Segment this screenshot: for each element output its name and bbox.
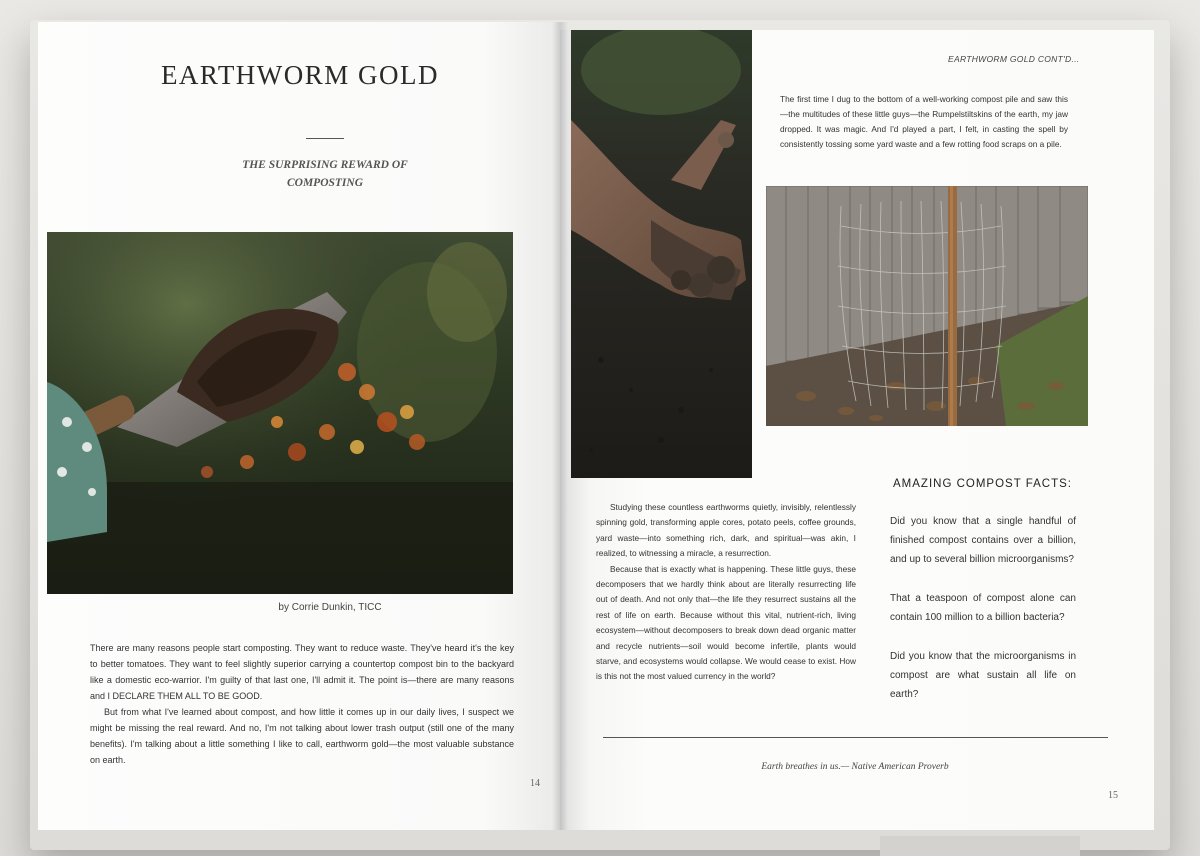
page-gutter — [552, 22, 568, 830]
shovel-compost-photo — [47, 232, 513, 594]
continued-header: EARTHWORM GOLD CONT'D... — [948, 54, 1080, 64]
footer-quote: Earth breathes in us.— Native American Proverb — [761, 762, 949, 772]
facts-list — [890, 512, 1076, 724]
compost-bin-photo — [766, 186, 1088, 426]
byline: by Corrie Dunkin, TICC — [278, 602, 382, 613]
fact-item: That a teaspoon of compost alone can contain 100 million to a billion bacteria? — [890, 593, 1076, 623]
paragraph: Studying these countless earthworms quietly, invisibly, relentlessly spinning gold, transforming apple cores, potato peels, coffee grounds, yard waste—into something rich, dark, and spiritual—was akin, I realized, to witnessing a miracle, a resurrection. — [596, 502, 856, 559]
page-number-right: 15 — [1108, 790, 1118, 801]
right-bottom-text — [596, 500, 856, 685]
table-surface — [880, 836, 1080, 856]
title-divider — [306, 138, 344, 139]
hand-soil-photo — [571, 30, 752, 478]
footer-divider — [603, 737, 1108, 738]
fact-item: Did you know that the microorganisms in compost are what sustain all life on earth? — [890, 651, 1076, 700]
facts-heading: AMAZING COMPOST FACTS: — [893, 478, 1072, 490]
right-top-paragraph: The first time I dug to the bottom of a well-working compost pile and saw this—the multitudes of these little guys—the Rumpelstiltskins of the earth, my jaw dropped. It was magic. And I'd played a part, I felt, in casting the spell by consistently tossing some yard waste and a few rotting food scraps on a pile. — [780, 94, 1068, 149]
article-subtitle: THE SURPRISING REWARD OF COMPOSTING — [242, 159, 408, 189]
paragraph: There are many reasons people start composting. They want to reduce waste. They've heard it's the key to better tomatoes. They want to feel slightly superior carrying a countertop compost bin to the backyard like a domestic eco-warrior. I'm guilty of that last one, I'll admit it. The point is—there are many reasons and I DECLARE THEM ALL TO BE GOOD. — [90, 643, 514, 701]
article-title: EARTHWORM GOLD — [160, 60, 440, 90]
paragraph: Because that is exactly what is happening. These little guys, these decomposers that we hardly think about are literally resurrecting life out of death. And not only that—the life they resurrect sustains all the rest of life on earth. Because without this vital, nutrient-rich, living ecosystem—without decomposers to break down dead organic matter and recycle nutrients—soil would become infertile, plants would starve, and ecosystems would collapse. We would cease to exist. How is this not the most valued currency in the world? — [596, 563, 856, 682]
page-number-left: 14 — [530, 778, 540, 789]
fact-item: Did you know that a single handful of finished compost contains over a billion, and up to several billion microorganisms? — [890, 516, 1076, 565]
paragraph: But from what I've learned about compost, and how little it comes up in our daily lives, I suspect we might be missing the real reward. And no, I'm not talking about lower trash output (still one of the many benefits). I'm talking about a little something I like to call, earthworm gold—the most valuable substance on earth. — [90, 707, 514, 765]
left-body-text — [90, 640, 514, 768]
